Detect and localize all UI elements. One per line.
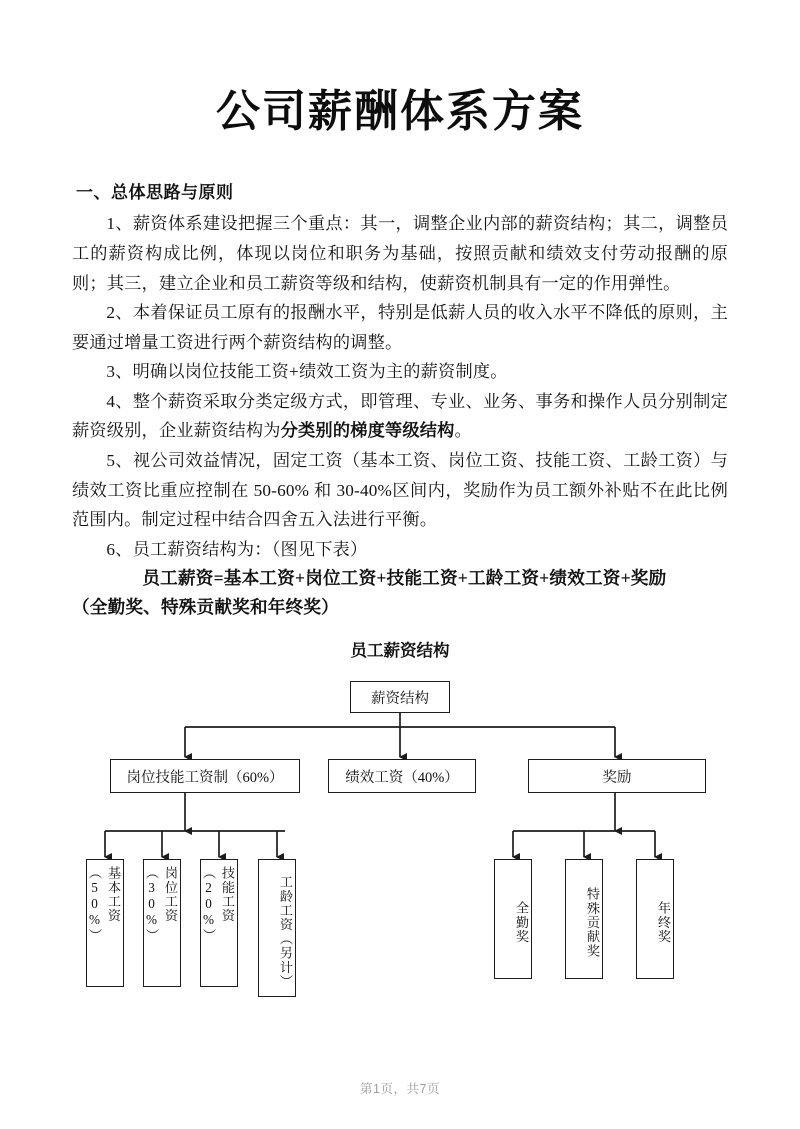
paragraph-3: 3、明确以岗位技能工资+绩效工资为主的薪资制度。 (106, 362, 508, 382)
paragraph-4-tail: 。 (454, 421, 472, 441)
diagram-node-attendance-bonus-label: 全勤奖 (514, 901, 529, 944)
paragraph-6: 6、员工薪资结构为：（图见下表） (106, 539, 368, 559)
diagram-caption: 员工薪资结构 (350, 642, 450, 661)
diagram-node-special-contribution-bonus (565, 859, 603, 979)
paragraph-2: 2、本着保证员工原有的报酬水平，特别是低薪人员的收入水平不降低的原则，主要通过增量工资进行两个薪资结构的调整。 (72, 303, 728, 352)
diagram-node-root (350, 681, 450, 713)
paragraph-5: 5、视公司效益情况，固定工资（基本工资、岗位工资、技能工资、工龄工资）与绩效工资比重应控制在 50-60% 和 30-40%区间内，奖励作为员工额外补贴不在此比例范围内。制定过程中结合四舍五入法进行平衡。 (72, 451, 728, 530)
paragraph-4-emphasis: 分类别的梯度等级结构 (280, 421, 455, 441)
diagram-node-bonus-label: 奖励 (602, 769, 632, 786)
diagram-node-position-skill-wage-label: 岗位技能工资制（60%） (126, 769, 284, 786)
diagram-node-bonus (528, 759, 706, 793)
diagram-node-root-label: 薪资结构 (371, 690, 429, 707)
diagram-node-attendance-bonus (494, 859, 532, 979)
diagram-node-base-wage (86, 859, 124, 987)
diagram-node-performance-wage (328, 759, 476, 793)
diagram-node-position-skill-wage (110, 759, 300, 793)
diagram-node-special-contribution-bonus-label: 特殊贡献奖 (585, 886, 600, 958)
diagram-node-year-end-bonus-label: 年终奖 (656, 901, 671, 944)
diagram-node-position-wage (143, 859, 181, 987)
salary-formula-line-2: （全勤奖、特殊贡献奖和年终奖） (72, 596, 339, 617)
diagram-node-seniority-wage (258, 859, 296, 997)
diagram-node-seniority-wage-label: 工龄工资（另计） (278, 874, 293, 989)
diagram-node-skill-wage-label: 技能工资（20%） (201, 866, 235, 943)
diagram-node-position-wage-label: 岗位工资（30%） (144, 866, 178, 943)
diagram-node-performance-wage-label: 绩效工资（40%） (345, 769, 459, 786)
paragraph-4 (72, 387, 728, 446)
section-heading-overall-principles: 一、总体思路与原则 (76, 183, 234, 203)
page-footer: 第1页，共7页 (360, 1082, 440, 1096)
page-title: 公司薪酬体系方案 (216, 87, 584, 136)
paragraph-1: 1、薪资体系建设把握三个重点：其一，调整企业内部的薪资结构；其二，调整员工的薪资构成比例，体现以岗位和职务为基础，按照贡献和绩效支付劳动报酬的原则；其三，建立企业和员工薪资等级和结构，使薪资机制具有一定的作用弹性。 (72, 214, 728, 293)
diagram-node-base-wage-label: 基本工资（50%） (87, 866, 121, 943)
paragraph-4-lead: 4、整个薪资采取分类定级方式，即管理、专业、业务、事务和操作人员分别制定薪资级别，企业薪资结构为 (72, 391, 728, 441)
body-text-block (0, 203, 800, 621)
salary-formula-line-1: 员工薪资=基本工资+岗位工资+技能工资+工龄工资+绩效工资+奖励 (142, 568, 667, 589)
salary-structure-diagram (0, 671, 800, 1001)
diagram-node-year-end-bonus (636, 859, 674, 979)
diagram-node-skill-wage (200, 859, 238, 987)
